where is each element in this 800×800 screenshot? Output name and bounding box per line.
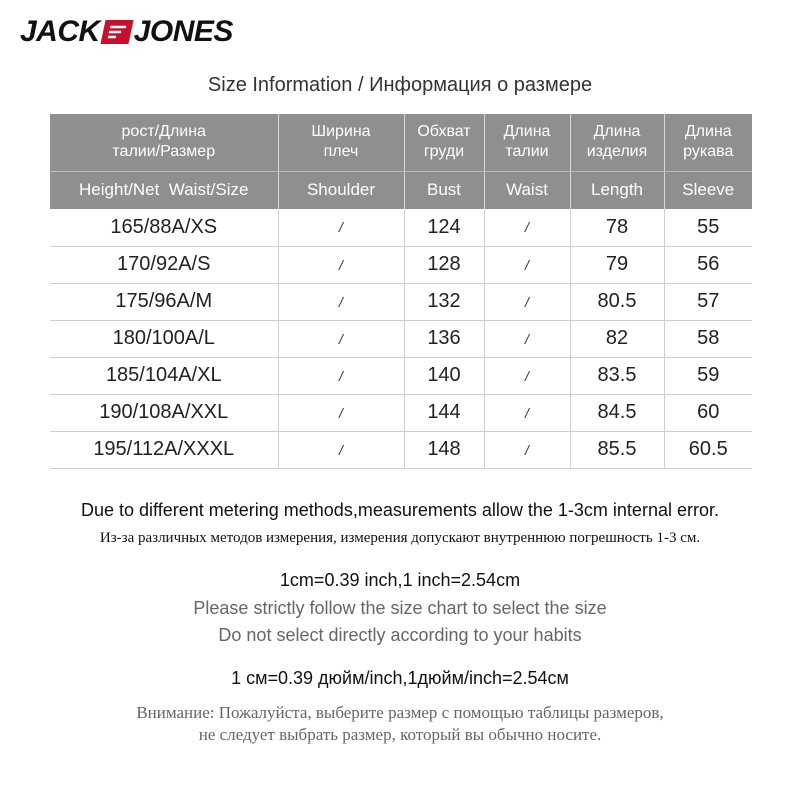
header-en-bust: Bust [404,171,484,209]
table-row [50,246,752,283]
brand-mark-icon [100,20,133,44]
cell-waist: / [484,357,570,394]
cell-bust: 136 [404,320,484,357]
header-ru-size: рост/Длина талии/Размер [50,114,278,171]
header-row-ru [50,114,752,171]
cell-length: 80.5 [570,283,664,320]
cell-length: 78 [570,209,664,246]
cell-length: 82 [570,320,664,357]
cell-shoulder: / [278,394,404,431]
cell-waist: / [484,320,570,357]
brand-name-left: JACK [20,15,100,48]
header-en-length: Length [570,171,664,209]
measurement-error-note-en: Due to different metering methods,measurements allow the 1-3cm internal error. [81,500,719,520]
cell-shoulder: / [278,246,404,283]
cell-waist: / [484,246,570,283]
cell-sleeve: 60 [664,394,752,431]
cell-size: 165/88A/XS [50,209,278,246]
cell-sleeve: 56 [664,246,752,283]
cell-size: 195/112A/XXXL [50,431,278,468]
unit-conversion-ru: 1 см=0.39 дюйм/inch,1дюйм/inch=2.54см [231,668,569,688]
cell-length: 83.5 [570,357,664,394]
size-table [50,114,752,469]
cell-bust: 140 [404,357,484,394]
header-ru-length: Длина изделия [570,114,664,171]
cell-size: 185/104A/XL [50,357,278,394]
table-row [50,394,752,431]
header-ru-shoulder: Ширина плеч [278,114,404,171]
cell-waist: / [484,283,570,320]
cell-shoulder: / [278,283,404,320]
cell-sleeve: 57 [664,283,752,320]
header-ru-bust: Обхват груди [404,114,484,171]
cell-length: 85.5 [570,431,664,468]
cell-waist: / [484,209,570,246]
cell-sleeve: 55 [664,209,752,246]
cell-shoulder: / [278,431,404,468]
cell-size: 190/108A/XXL [50,394,278,431]
cell-shoulder: / [278,320,404,357]
follow-chart-note: Please strictly follow the size chart to select the size [193,598,607,618]
cell-sleeve: 60.5 [664,431,752,468]
header-en-sleeve: Sleeve [664,171,752,209]
header-en-size: Height/Net Waist/Size [50,171,278,209]
attention-note-ru-line2: не следует выбрать размер, который вы обычно носите. [198,725,602,744]
cell-sleeve: 59 [664,357,752,394]
table-row [50,431,752,468]
table-row [50,357,752,394]
cell-length: 84.5 [570,394,664,431]
brand-logo [20,14,233,50]
cell-bust: 128 [404,246,484,283]
header-row-en [50,171,752,209]
measurement-error-note-ru: Из-за различных методов измерения, измерения допускают внутреннюю погрешность 1-3 см. [99,530,701,546]
cell-shoulder: / [278,357,404,394]
table-row [50,283,752,320]
cell-size: 175/96A/M [50,283,278,320]
table-row [50,209,752,246]
header-en-shoulder: Shoulder [278,171,404,209]
cell-size: 180/100A/L [50,320,278,357]
header-ru-sleeve: Длина рукава [664,114,752,171]
cell-bust: 144 [404,394,484,431]
cell-bust: 132 [404,283,484,320]
brand-name-right: JONES [133,15,233,48]
unit-conversion-en: 1cm=0.39 inch,1 inch=2.54cm [279,570,521,590]
cell-size: 170/92A/S [50,246,278,283]
cell-shoulder: / [278,209,404,246]
header-en-waist: Waist [484,171,570,209]
cell-bust: 124 [404,209,484,246]
attention-note-ru-line1: Внимание: Пожалуйста, выберите размер с помощью таблицы размеров, [136,703,664,722]
page-title: Size Information / Информация о размере [207,74,593,96]
cell-length: 79 [570,246,664,283]
table-row [50,320,752,357]
cell-waist: / [484,394,570,431]
header-ru-waist: Длина талии [484,114,570,171]
cell-waist: / [484,431,570,468]
cell-sleeve: 58 [664,320,752,357]
habits-note: Do not select directly according to your habits [218,625,582,645]
cell-bust: 148 [404,431,484,468]
